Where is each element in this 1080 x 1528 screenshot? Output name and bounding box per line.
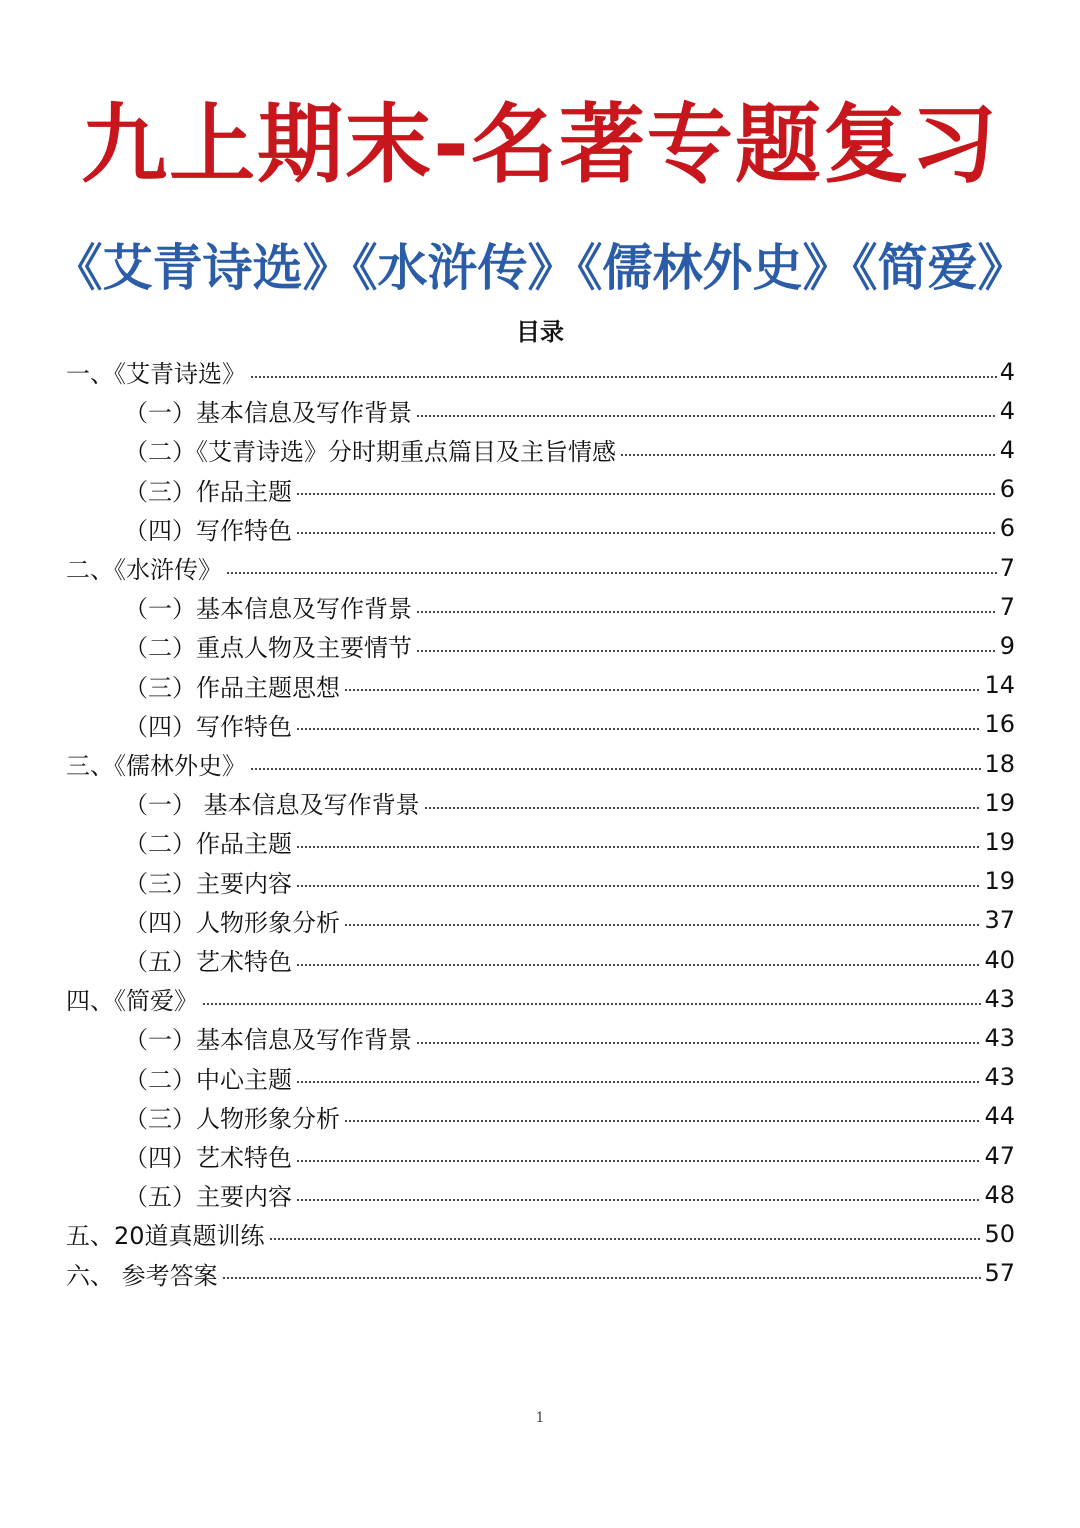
toc-entry-page: 37	[984, 906, 1015, 935]
toc-dot-leader	[250, 373, 997, 381]
toc-dot-leader	[344, 686, 981, 694]
toc-heading: 目录	[516, 318, 564, 346]
toc-entry-label: （一） 基本信息及写作背景	[124, 791, 420, 820]
document-subtitle: 《艾青诗选》《水浒传》《儒林外史》《简爱》	[52, 239, 1028, 297]
toc-dot-leader	[250, 765, 981, 773]
toc-entry-label: （三）人物形象分析	[124, 1104, 340, 1133]
toc-dot-leader	[296, 529, 997, 537]
toc-entry-label: 五、20道真题训练	[66, 1222, 265, 1251]
page-number: 1	[535, 1410, 545, 1426]
toc-entry-label: 六、 参考答案	[66, 1261, 218, 1290]
toc-entry-page: 7	[999, 553, 1015, 582]
toc-entry[interactable]	[124, 626, 1015, 665]
toc-entry-page: 19	[984, 788, 1015, 817]
toc-entry[interactable]	[124, 430, 1015, 469]
toc-entry-label: （二）中心主题	[124, 1065, 292, 1094]
toc-entry-page: 14	[984, 671, 1015, 700]
toc-dot-leader	[416, 1039, 981, 1047]
toc-entry[interactable]	[124, 666, 1015, 705]
toc-dot-leader	[296, 843, 981, 851]
toc-dot-leader	[424, 804, 982, 812]
toc-entry-label: （二）作品主题	[124, 830, 292, 859]
toc-entry-label: （四）艺术特色	[124, 1144, 292, 1172]
toc-entry-page: 43	[984, 984, 1015, 1013]
toc-entry-label: （一）基本信息及写作背景	[124, 1026, 412, 1055]
toc-dot-leader	[296, 1157, 981, 1165]
toc-dot-leader	[344, 921, 981, 929]
toc-entry-label: （五）主要内容	[124, 1183, 292, 1212]
toc-entry-page: 6	[999, 514, 1015, 543]
document-title: 九上期末-名著专题复习	[81, 95, 999, 195]
toc-entry-label: （一）基本信息及写作背景	[124, 595, 412, 624]
toc-entry-label: （一）基本信息及写作背景	[124, 399, 412, 428]
toc-entry[interactable]	[124, 509, 1015, 548]
toc-entry-label: （二）《艾青诗选》分时期重点篇目及主旨情感	[124, 438, 616, 467]
toc-entry-page: 48	[984, 1180, 1015, 1209]
toc-entry-label: （五）艺术特色	[124, 948, 292, 976]
toc-entry-label: （二）重点人物及主要情节	[124, 634, 412, 663]
toc-entry-label: 一、《艾青诗选》	[66, 360, 246, 388]
toc-entry[interactable]	[124, 940, 1015, 979]
toc-entry-page: 43	[984, 1023, 1015, 1052]
toc-entry-page: 9	[999, 631, 1015, 660]
toc-dot-leader	[296, 725, 981, 733]
toc-entry-page: 57	[984, 1259, 1015, 1288]
toc-entry-page: 4	[999, 435, 1015, 464]
toc-entry[interactable]	[124, 587, 1015, 626]
toc-dot-leader	[222, 1274, 982, 1282]
toc-entry[interactable]	[66, 548, 1015, 587]
toc-entry[interactable]	[66, 352, 1015, 391]
toc-entry-page: 18	[984, 749, 1015, 778]
toc-entry[interactable]	[66, 1214, 1015, 1253]
toc-entry[interactable]	[66, 1254, 1015, 1293]
toc-dot-leader	[226, 569, 997, 577]
toc-dot-leader	[416, 412, 997, 420]
toc-entry[interactable]	[124, 1097, 1015, 1136]
toc-entry[interactable]	[124, 1018, 1015, 1057]
toc-dot-leader	[202, 1000, 981, 1008]
toc-entry-page: 43	[984, 1063, 1015, 1092]
toc-dot-leader	[296, 1078, 981, 1086]
toc-entry-label: （三）作品主题	[124, 477, 292, 506]
toc-entry-page: 19	[984, 867, 1015, 896]
toc-entry-label: （三）作品主题思想	[124, 673, 340, 702]
toc-entry-label: （四）写作特色	[124, 712, 292, 741]
toc-dot-leader	[296, 490, 997, 498]
toc-entry-label: （四）人物形象分析	[124, 908, 340, 937]
toc-entry-label: 二、《水浒传》	[66, 556, 222, 584]
toc-entry-page: 7	[999, 592, 1015, 621]
toc-entry-page: 47	[984, 1141, 1015, 1170]
toc-dot-leader	[296, 961, 981, 969]
toc-entry-page: 6	[999, 475, 1015, 504]
toc-dot-leader	[296, 1196, 981, 1204]
toc-entry[interactable]	[124, 862, 1015, 901]
toc-entry[interactable]	[124, 1058, 1015, 1097]
toc-entry[interactable]	[124, 470, 1015, 509]
toc-entry-page: 50	[984, 1219, 1015, 1248]
toc-entry-page: 44	[984, 1102, 1015, 1131]
toc-dot-leader	[269, 1235, 982, 1243]
toc-entry[interactable]	[124, 822, 1015, 861]
toc-entry-label: （四）写作特色	[124, 516, 292, 545]
toc-entry[interactable]	[124, 783, 1015, 822]
toc-dot-leader	[620, 451, 997, 459]
toc-entry-label: 三、《儒林外史》	[66, 752, 246, 780]
toc-dot-leader	[416, 608, 997, 616]
toc-dot-leader	[416, 647, 997, 655]
toc-entry-page: 4	[999, 396, 1015, 425]
toc-entry[interactable]	[66, 979, 1015, 1018]
toc-entry[interactable]	[124, 391, 1015, 430]
toc-entry-page: 19	[984, 827, 1015, 856]
toc-entry-page: 4	[999, 357, 1015, 386]
toc-entry[interactable]	[66, 744, 1015, 783]
toc-dot-leader	[296, 882, 981, 890]
toc-entry[interactable]	[124, 1175, 1015, 1214]
toc-entry-page: 16	[984, 710, 1015, 739]
toc-entry[interactable]	[124, 1136, 1015, 1175]
toc-entry-label: （三）主要内容	[124, 869, 292, 898]
toc-entry[interactable]	[124, 705, 1015, 744]
toc-dot-leader	[344, 1117, 981, 1125]
toc-entry-label: 四、《简爱》	[66, 987, 198, 1016]
toc-entry[interactable]	[124, 901, 1015, 940]
toc-entry-page: 40	[984, 945, 1015, 974]
